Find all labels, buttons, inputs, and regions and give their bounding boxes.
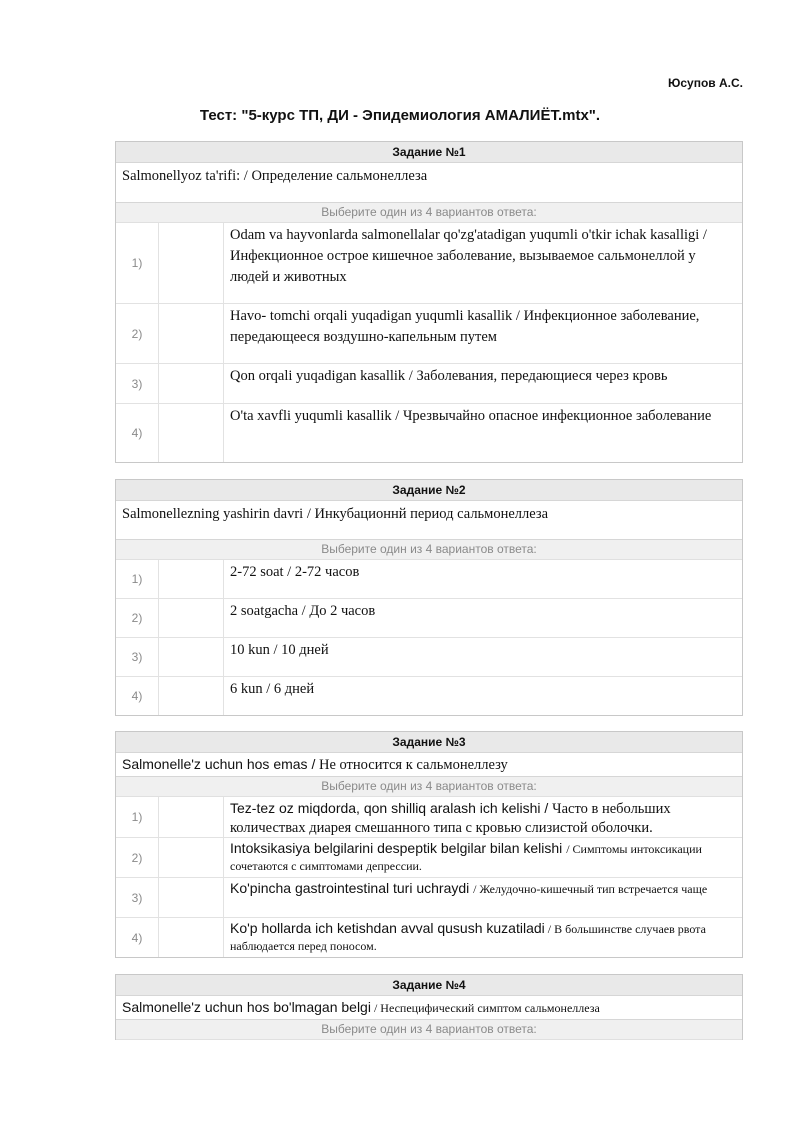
answer-option[interactable] [116, 918, 742, 957]
answer-option[interactable] [116, 797, 742, 838]
question-text-ru: Не относится к сальмонеллезу [318, 757, 508, 773]
answer-option[interactable] [116, 404, 742, 462]
answer-option[interactable] [116, 638, 742, 677]
answer-mark-cell[interactable] [159, 560, 224, 598]
task-header: Задание №3 [116, 732, 742, 753]
option-text-uz: Ko'pincha gastrointestinal turi uchraydi [230, 880, 474, 896]
option-number: 4) [116, 404, 159, 462]
answer-mark-cell[interactable] [159, 677, 224, 715]
choose-instruction: Выберите один из 4 вариантов ответа: [116, 1020, 742, 1040]
option-text: 2 soatgacha / До 2 часов [230, 603, 376, 619]
task-header: Задание №4 [116, 975, 742, 996]
option-text-uz: Intoksikasiya belgilarini despeptik belgilar bilan kelishi [230, 840, 567, 856]
answer-mark-cell[interactable] [159, 599, 224, 637]
task-2 [115, 479, 743, 716]
answer-mark-cell[interactable] [159, 304, 224, 363]
document-title: Тест: "5-курс ТП, ДИ - Эпидемиология АМАЛИЁТ.mtx". [199, 107, 601, 124]
question-text-uz: Salmonelle'z uchun hos emas / [122, 756, 316, 772]
option-text [224, 878, 742, 917]
answer-mark-cell[interactable] [159, 838, 224, 877]
answer-option[interactable] [116, 599, 742, 638]
option-number: 3) [116, 364, 159, 403]
answer-mark-cell[interactable] [159, 878, 224, 917]
option-number: 3) [116, 638, 159, 676]
option-text: Odam va hayvonlarda salmonellalar qo'zg'atadigan yuqumli o'tkir ichak kasalligi / Инфекционное острое кишечное заболевание, вызываемое сальмонеллой у людей и животных [230, 227, 707, 285]
question-text [116, 996, 742, 1020]
choose-instruction: Выберите один из 4 вариантов ответа: [116, 203, 742, 223]
answer-mark-cell[interactable] [159, 404, 224, 462]
option-text-ru: / В большинстве случаев рвота наблюдается перед поносом. [230, 922, 706, 953]
choose-instruction: Выберите один из 4 вариантов ответа: [116, 540, 742, 560]
question-text-uz: Salmonelle'z uchun hos bo'lmagan belgi [122, 999, 371, 1015]
task-1 [115, 141, 743, 463]
answer-mark-cell[interactable] [159, 364, 224, 403]
option-text-ru: / Желудочно-кишечный тип встречается чаще [473, 882, 708, 896]
task-header: Задание №2 [116, 480, 742, 501]
answer-option[interactable] [116, 304, 742, 364]
option-number: 1) [116, 560, 159, 598]
option-text-ru: / Симптомы интоксикации сочетаются с симптомами депрессии. [230, 842, 702, 873]
answer-mark-cell[interactable] [159, 638, 224, 676]
option-text [224, 797, 742, 837]
answer-option[interactable] [116, 677, 742, 715]
question-text: Salmonellyoz ta'rifi: / Определение сальмонеллеза [116, 163, 742, 203]
task-header: Задание №1 [116, 142, 742, 163]
option-number: 4) [116, 918, 159, 957]
option-text: 10 kun / 10 дней [230, 642, 329, 658]
answer-option[interactable] [116, 560, 742, 599]
option-text-uz: Ko'p hollarda ich ketishdan avval qusush kuzatiladi [230, 920, 545, 936]
option-text-ru: Часто в небольших количествах диарея смешанного типа с кровью слизистой оболочки. [230, 801, 671, 836]
option-number: 2) [116, 838, 159, 877]
option-number: 2) [116, 304, 159, 363]
option-text: O'ta xavfli yuqumli kasallik / Чрезвычайно опасное инфекционное заболевание [230, 408, 712, 424]
task-3 [115, 731, 743, 958]
answer-option[interactable] [116, 223, 742, 304]
option-text: Qon orqali yuqadigan kasallik / Заболевания, передающиеся через кровь [230, 368, 668, 384]
question-text [116, 753, 742, 777]
option-text: 2-72 soat / 2-72 часов [230, 564, 360, 580]
answer-option[interactable] [116, 364, 742, 404]
answer-option[interactable] [116, 878, 742, 918]
option-text [224, 838, 742, 877]
task-4 [115, 974, 743, 1040]
author-name: Юсупов А.С. [667, 76, 743, 90]
option-number: 2) [116, 599, 159, 637]
answer-mark-cell[interactable] [159, 797, 224, 837]
option-text [224, 918, 742, 957]
option-text: Havo- tomchi orqali yuqadigan yuqumli kasallik / Инфекционное заболевание, передающееся воздушно-капельным путем [230, 308, 700, 345]
option-number: 1) [116, 797, 159, 837]
option-number: 4) [116, 677, 159, 715]
answer-option[interactable] [116, 838, 742, 878]
question-text-ru: / Неспецифический симптом сальмонеллеза [370, 1001, 600, 1015]
question-text: Salmonellezning yashirin davri / Инкубационнй период сальмонеллеза [116, 501, 742, 540]
option-text-uz: Tez-tez oz miqdorda, qon shilliq aralash ich kelishi / [230, 800, 553, 816]
option-number: 1) [116, 223, 159, 303]
answer-mark-cell[interactable] [159, 223, 224, 303]
choose-instruction: Выберите один из 4 вариантов ответа: [116, 777, 742, 797]
answer-mark-cell[interactable] [159, 918, 224, 957]
option-text: 6 kun / 6 дней [230, 681, 315, 697]
option-number: 3) [116, 878, 159, 917]
